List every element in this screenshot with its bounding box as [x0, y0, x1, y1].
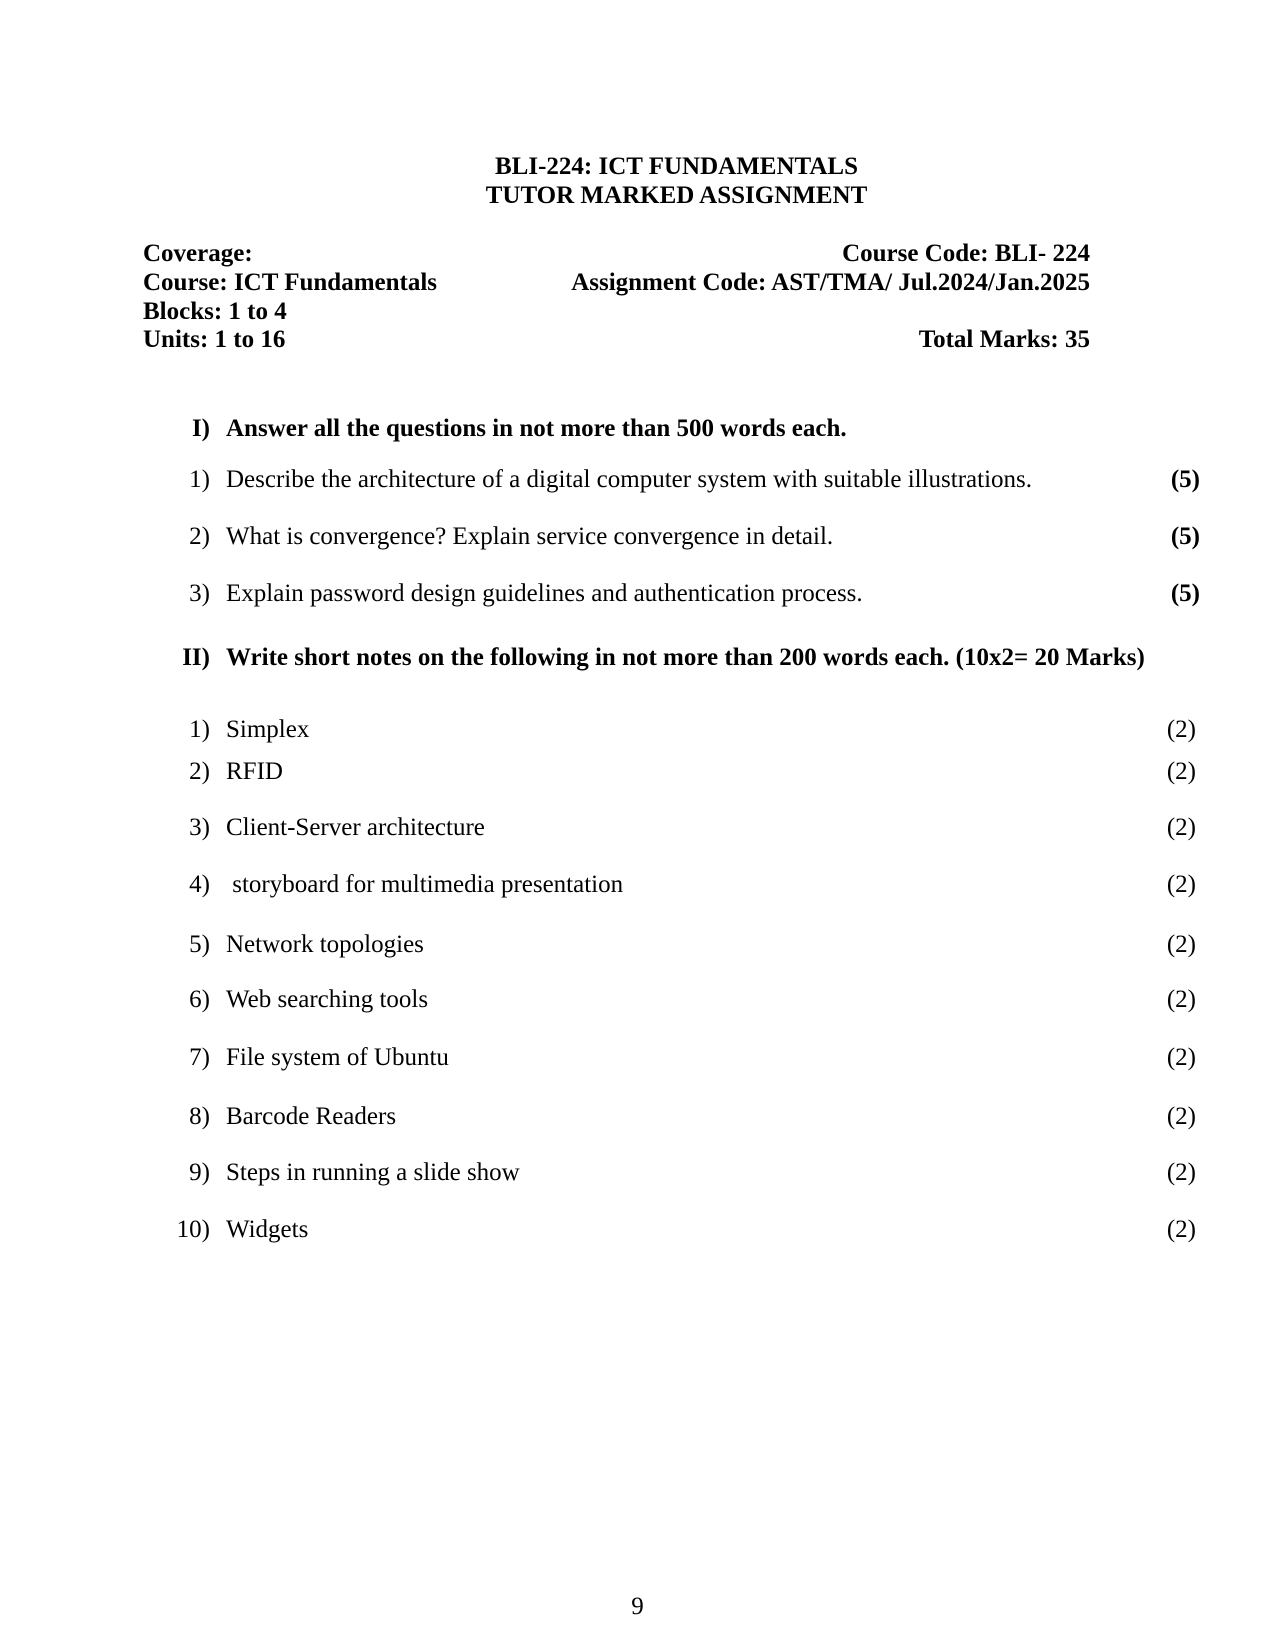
- page-number: 9: [631, 1593, 644, 1620]
- note-marks: (2): [1166, 758, 1196, 785]
- section-2-number: II): [182, 644, 210, 671]
- question-row: [143, 465, 1210, 494]
- section-1-number: I): [191, 415, 210, 442]
- note-text: RFID: [226, 758, 283, 785]
- note-number: 8): [189, 1103, 210, 1130]
- short-note-row: [143, 1043, 1210, 1072]
- note-marks: (2): [1166, 814, 1196, 841]
- units-label: Units: 1 to 16: [143, 326, 286, 354]
- question-text: Explain password design guidelines and authentication process.: [226, 580, 863, 607]
- note-marks: (2): [1166, 986, 1196, 1013]
- note-number: 10): [176, 1216, 210, 1243]
- short-note-row: [143, 1102, 1210, 1131]
- note-marks: (2): [1166, 1044, 1196, 1071]
- question-row: [143, 522, 1210, 551]
- note-text: File system of Ubuntu: [226, 1044, 449, 1071]
- note-number: 4): [189, 871, 210, 898]
- blocks-label: Blocks: 1 to 4: [143, 297, 287, 325]
- short-note-row: [143, 985, 1210, 1014]
- note-number: 2): [189, 758, 210, 785]
- note-number: 6): [189, 986, 210, 1013]
- note-marks: (2): [1166, 716, 1196, 743]
- short-note-row: [143, 757, 1210, 786]
- note-number: 9): [189, 1159, 210, 1186]
- short-note-row: [143, 1215, 1210, 1244]
- header-row-units: [143, 326, 1090, 355]
- note-marks: (2): [1166, 871, 1196, 898]
- header-row-blocks: [143, 298, 1090, 327]
- question-number: 2): [189, 523, 210, 550]
- short-note-row: [143, 870, 1210, 899]
- question-row: [143, 579, 1210, 608]
- document-title: [143, 152, 1210, 210]
- short-note-row: [143, 930, 1210, 959]
- note-text: Widgets: [226, 1216, 309, 1243]
- section-2-heading: Write short notes on the following in not more than 200 words each. (10x2= 20 Marks): [226, 644, 1145, 671]
- question-marks: (5): [1170, 466, 1200, 493]
- note-number: 5): [189, 931, 210, 958]
- question-marks: (5): [1170, 523, 1200, 550]
- header-row-course: [143, 269, 1090, 298]
- course-code-label: Course Code: BLI- 224: [842, 240, 1090, 267]
- note-number: 1): [189, 716, 210, 743]
- note-text: Network topologies: [226, 931, 424, 958]
- question-marks: (5): [1170, 580, 1200, 607]
- short-note-row: [143, 1158, 1210, 1187]
- note-marks: (2): [1166, 931, 1196, 958]
- note-text: Web searching tools: [226, 986, 429, 1013]
- document-title-line2: TUTOR MARKED ASSIGNMENT: [485, 182, 868, 209]
- course-label: Course: ICT Fundamentals: [143, 268, 438, 296]
- note-marks: (2): [1166, 1216, 1196, 1243]
- question-text: What is convergence? Explain service convergence in detail.: [226, 523, 834, 550]
- question-number: 3): [189, 580, 210, 607]
- short-note-row: [143, 715, 1210, 744]
- coverage-label: Coverage:: [143, 240, 253, 267]
- section-1-heading-row: [143, 414, 1210, 443]
- question-number: 1): [189, 466, 210, 493]
- note-number: 3): [189, 814, 210, 841]
- section-2-heading-row: [143, 643, 1210, 672]
- note-text: Steps in running a slide show: [226, 1159, 520, 1186]
- header-info-block: [143, 240, 1090, 355]
- note-text: Client-Server architecture: [226, 814, 485, 841]
- question-text: Describe the architecture of a digital computer system with suitable illustrations.: [226, 466, 1033, 493]
- header-row-coverage: [143, 240, 1090, 269]
- total-marks-label: Total Marks: 35: [918, 326, 1090, 354]
- note-marks: (2): [1166, 1103, 1196, 1130]
- document-title-line1: BLI-224: ICT FUNDAMENTALS: [494, 153, 858, 180]
- short-note-row: [143, 813, 1210, 842]
- note-text: Barcode Readers: [226, 1103, 397, 1130]
- note-number: 7): [189, 1044, 210, 1071]
- note-text: storyboard for multimedia presentation: [226, 871, 624, 898]
- note-marks: (2): [1166, 1159, 1196, 1186]
- assignment-code-label: Assignment Code: AST/TMA/ Jul.2024/Jan.2025: [571, 268, 1090, 296]
- section-1-heading: Answer all the questions in not more than 500 words each.: [226, 415, 847, 442]
- note-text: Simplex: [226, 716, 310, 743]
